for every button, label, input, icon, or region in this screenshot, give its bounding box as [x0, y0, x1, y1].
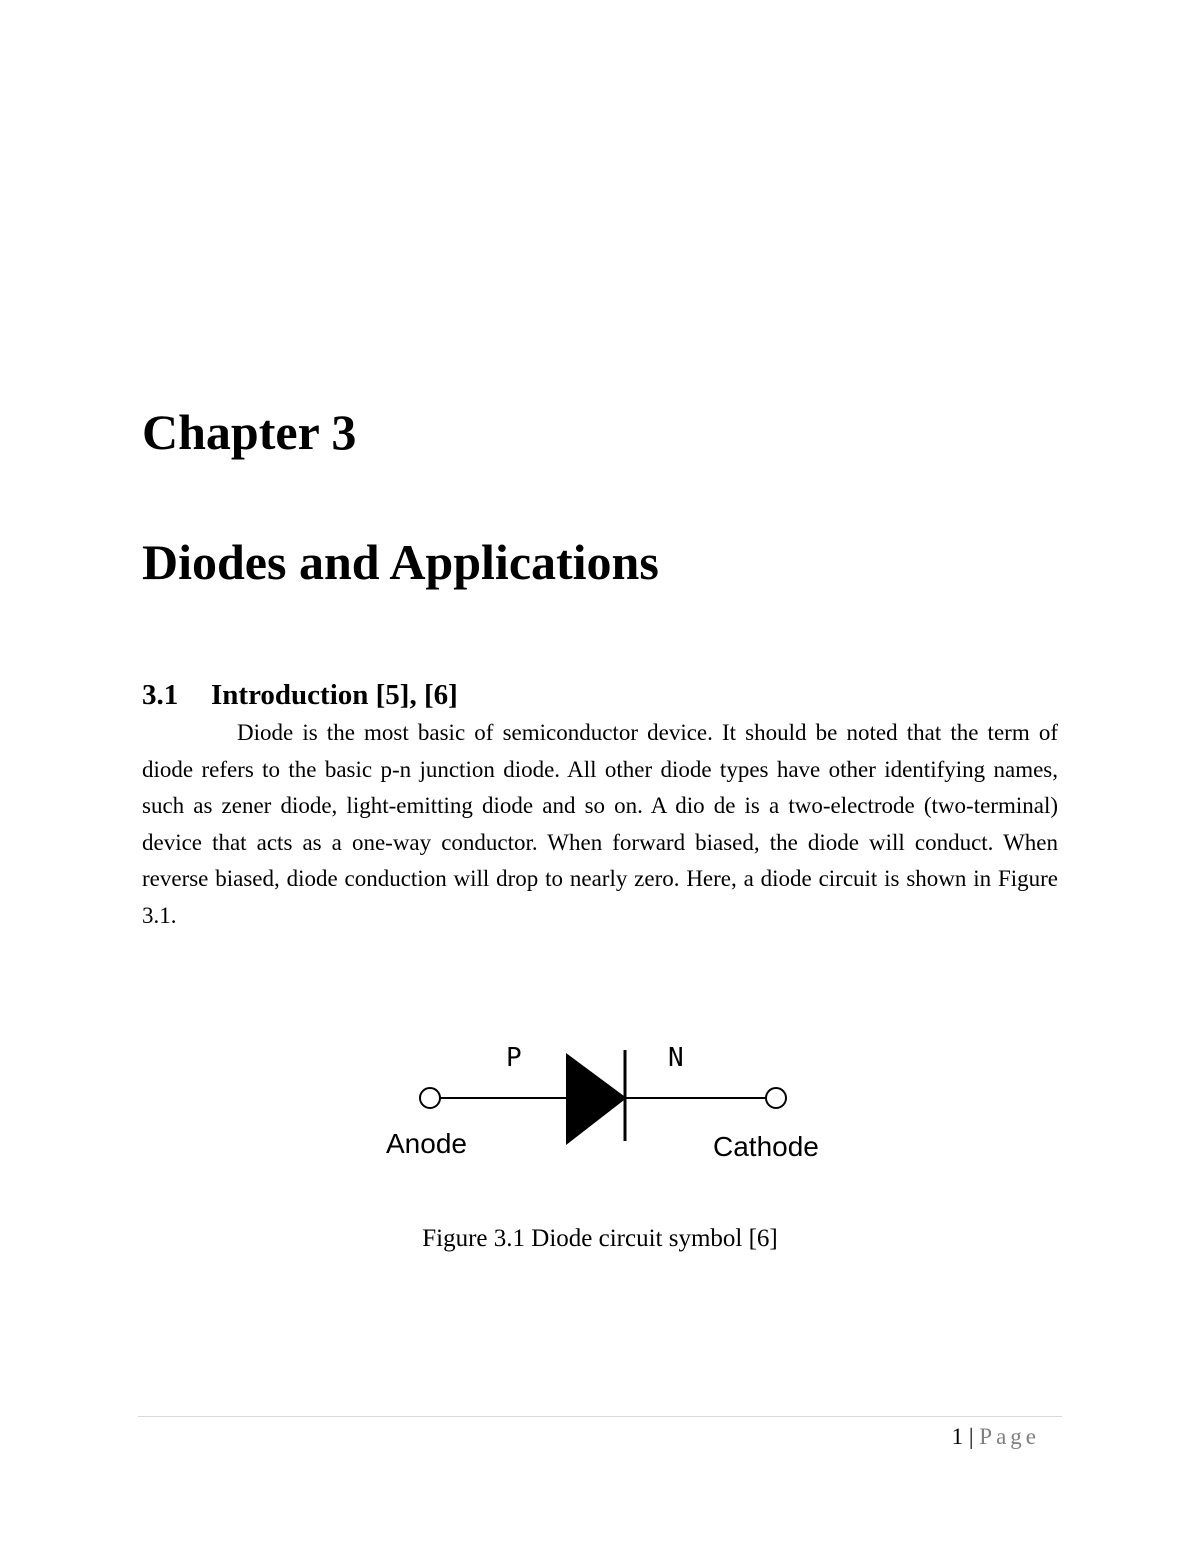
page-footer — [952, 1422, 1040, 1452]
diode-triangle — [567, 1055, 625, 1143]
intro-paragraph: Diode is the most basic of semiconductor device. It should be noted that the term of diode refers to the basic p-n junction diode. All other diode types have other identifying names, such as zener diode, light-emitting diode and so on. A dio de is a two-electrode (two-terminal) device that acts as a one-way conductor. When forward biased, the diode will conduct. When reverse biased, diode conduction will drop to nearly zero. Here, a diode circuit is shown in Figure 3.1. — [142, 720, 1058, 928]
page-separator: | — [963, 1424, 980, 1449]
cathode-label: Cathode — [713, 1131, 819, 1162]
diode-figure — [380, 1035, 850, 1165]
anode-label: Anode — [386, 1128, 467, 1159]
footer-divider — [138, 1416, 1062, 1417]
anode-terminal — [420, 1088, 440, 1108]
page-number: 1 — [951, 1424, 964, 1449]
p-region-label: P — [506, 1043, 522, 1073]
page-word: Page — [979, 1424, 1040, 1449]
cathode-terminal — [766, 1088, 786, 1108]
section-number: 3.1 — [142, 679, 179, 711]
chapter-number: Chapter 3 — [142, 404, 357, 460]
figure-caption: Figure 3.1 Diode circuit symbol [6] — [422, 1225, 778, 1252]
section-title: Introduction [5], [6] — [211, 679, 458, 711]
section-heading — [142, 675, 458, 715]
chapter-title: Diodes and Applications — [142, 534, 659, 590]
n-region-label: N — [668, 1043, 684, 1073]
